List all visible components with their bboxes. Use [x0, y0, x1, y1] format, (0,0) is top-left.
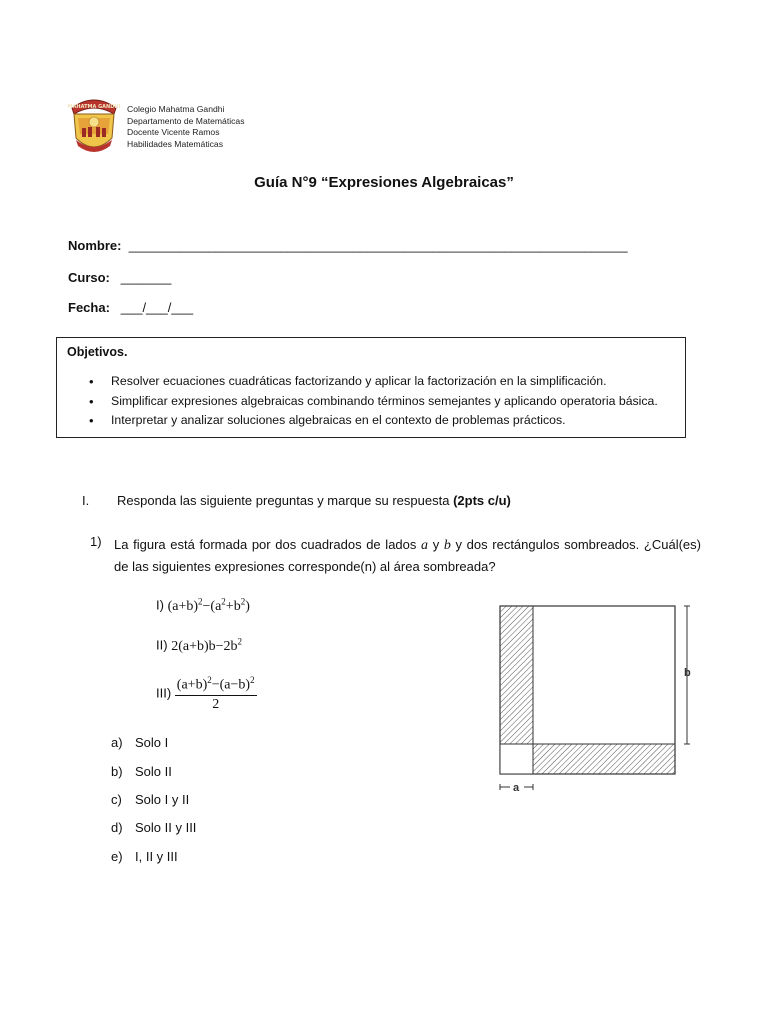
expression-1 — [156, 596, 250, 615]
option-label: a) — [111, 735, 123, 750]
option-d[interactable] — [111, 820, 196, 835]
expr-exponent: 2 — [198, 596, 203, 606]
expr-part: (a+b) — [167, 598, 199, 614]
option-text: Solo II — [135, 764, 172, 779]
fraction-numerator — [175, 675, 257, 696]
question-text-part2: y dos rectángulos sombreados. ¿Cuál(es) de las siguientes expresiones corresponde(n) al área sombreada? — [114, 537, 701, 574]
option-label: e) — [111, 849, 123, 864]
department-name: Departamento de Matemáticas — [127, 115, 245, 126]
expr-part: +b — [225, 598, 241, 614]
expr-exponent: 2 — [240, 596, 246, 606]
question-text — [114, 534, 701, 577]
objective-item: • Interpretar y analizar soluciones algebraicas en el contexto de problemas prácticos. — [89, 411, 658, 431]
expr-exponent: 2 — [221, 596, 226, 606]
curso-blank[interactable]: _______ — [120, 270, 172, 285]
option-text: Solo I — [135, 735, 169, 750]
option-text: I, II y III — [135, 849, 178, 864]
small-square — [500, 744, 533, 774]
nombre-field[interactable] — [68, 238, 628, 253]
fecha-field[interactable] — [68, 300, 193, 315]
option-b[interactable] — [111, 764, 172, 779]
objectives-box — [56, 337, 686, 438]
svg-text:MAHATMA GANDHI: MAHATMA GANDHI — [67, 104, 121, 110]
question-text-y: y — [432, 537, 440, 552]
section-text: Responda las siguiente preguntas y marque su respuesta — [117, 493, 450, 508]
expr-part: −(a — [202, 598, 222, 614]
option-c[interactable] — [111, 792, 189, 807]
nombre-label: Nombre: — [68, 238, 122, 253]
school-info — [127, 104, 245, 150]
objective-item: • Simplificar expresiones algebraicas combinando términos semejantes y aplicando operatoria básica. — [89, 392, 658, 412]
expr-part: ) — [245, 598, 250, 614]
expression-3-label: III) — [156, 685, 172, 701]
section-number: I. — [82, 493, 90, 508]
school-crest-logo — [66, 94, 122, 158]
expr-part: −(a−b) — [211, 677, 251, 693]
document-title: Guía N°9 “Expresiones Algebraicas” — [254, 174, 514, 191]
option-label: b) — [111, 764, 123, 779]
section-instructions — [117, 493, 511, 508]
subject-name: Habilidades Matemáticas — [127, 138, 224, 149]
curso-field[interactable] — [68, 270, 171, 285]
fraction-denominator: 2 — [212, 696, 220, 712]
objective-item: • Resolver ecuaciones cuadráticas factorizando y aplicar la factorización en la simplificación. — [89, 372, 658, 392]
question-text-part1: La figura está formada por dos cuadrados de lados — [114, 537, 417, 552]
option-label: d) — [111, 820, 123, 835]
expr-part: (a+b) — [176, 677, 208, 693]
expr-exponent: 2 — [207, 675, 212, 685]
expression-3 — [156, 675, 257, 713]
objectives-title: Objetivos. — [67, 345, 128, 359]
expression-2-label: II) — [156, 637, 168, 653]
objectives-list — [89, 372, 658, 431]
option-text: Solo II y III — [135, 820, 197, 835]
squares-figure — [495, 600, 705, 800]
variable-a: a — [421, 538, 429, 553]
option-label: c) — [111, 792, 122, 807]
option-a[interactable] — [111, 735, 168, 750]
fecha-blank[interactable]: ___/___/___ — [120, 300, 194, 315]
variable-b: b — [443, 538, 451, 553]
fraction — [175, 675, 257, 713]
option-e[interactable] — [111, 849, 178, 864]
nombre-blank[interactable]: _____________________________________________________________________ — [128, 238, 628, 253]
school-name: Colegio Mahatma Gandhi — [127, 104, 225, 114]
teacher-name: Docente Vicente Ramos — [127, 127, 220, 137]
option-text: Solo I y II — [135, 792, 190, 807]
question-number: 1) — [90, 534, 102, 549]
expr-part: 2(a+b)b−2b — [171, 638, 238, 654]
expression-1-label: I) — [156, 597, 164, 613]
section-points: (2pts c/u) — [453, 493, 511, 508]
shaded-rect-vertical — [500, 606, 533, 744]
fecha-label: Fecha: — [68, 300, 110, 315]
curso-label: Curso: — [68, 270, 110, 285]
expr-exponent: 2 — [237, 636, 243, 646]
label-b: b — [684, 667, 691, 679]
expression-2 — [156, 636, 242, 655]
shaded-rect-horizontal — [533, 744, 675, 774]
label-a: a — [513, 782, 520, 794]
expr-exponent: 2 — [250, 675, 255, 685]
